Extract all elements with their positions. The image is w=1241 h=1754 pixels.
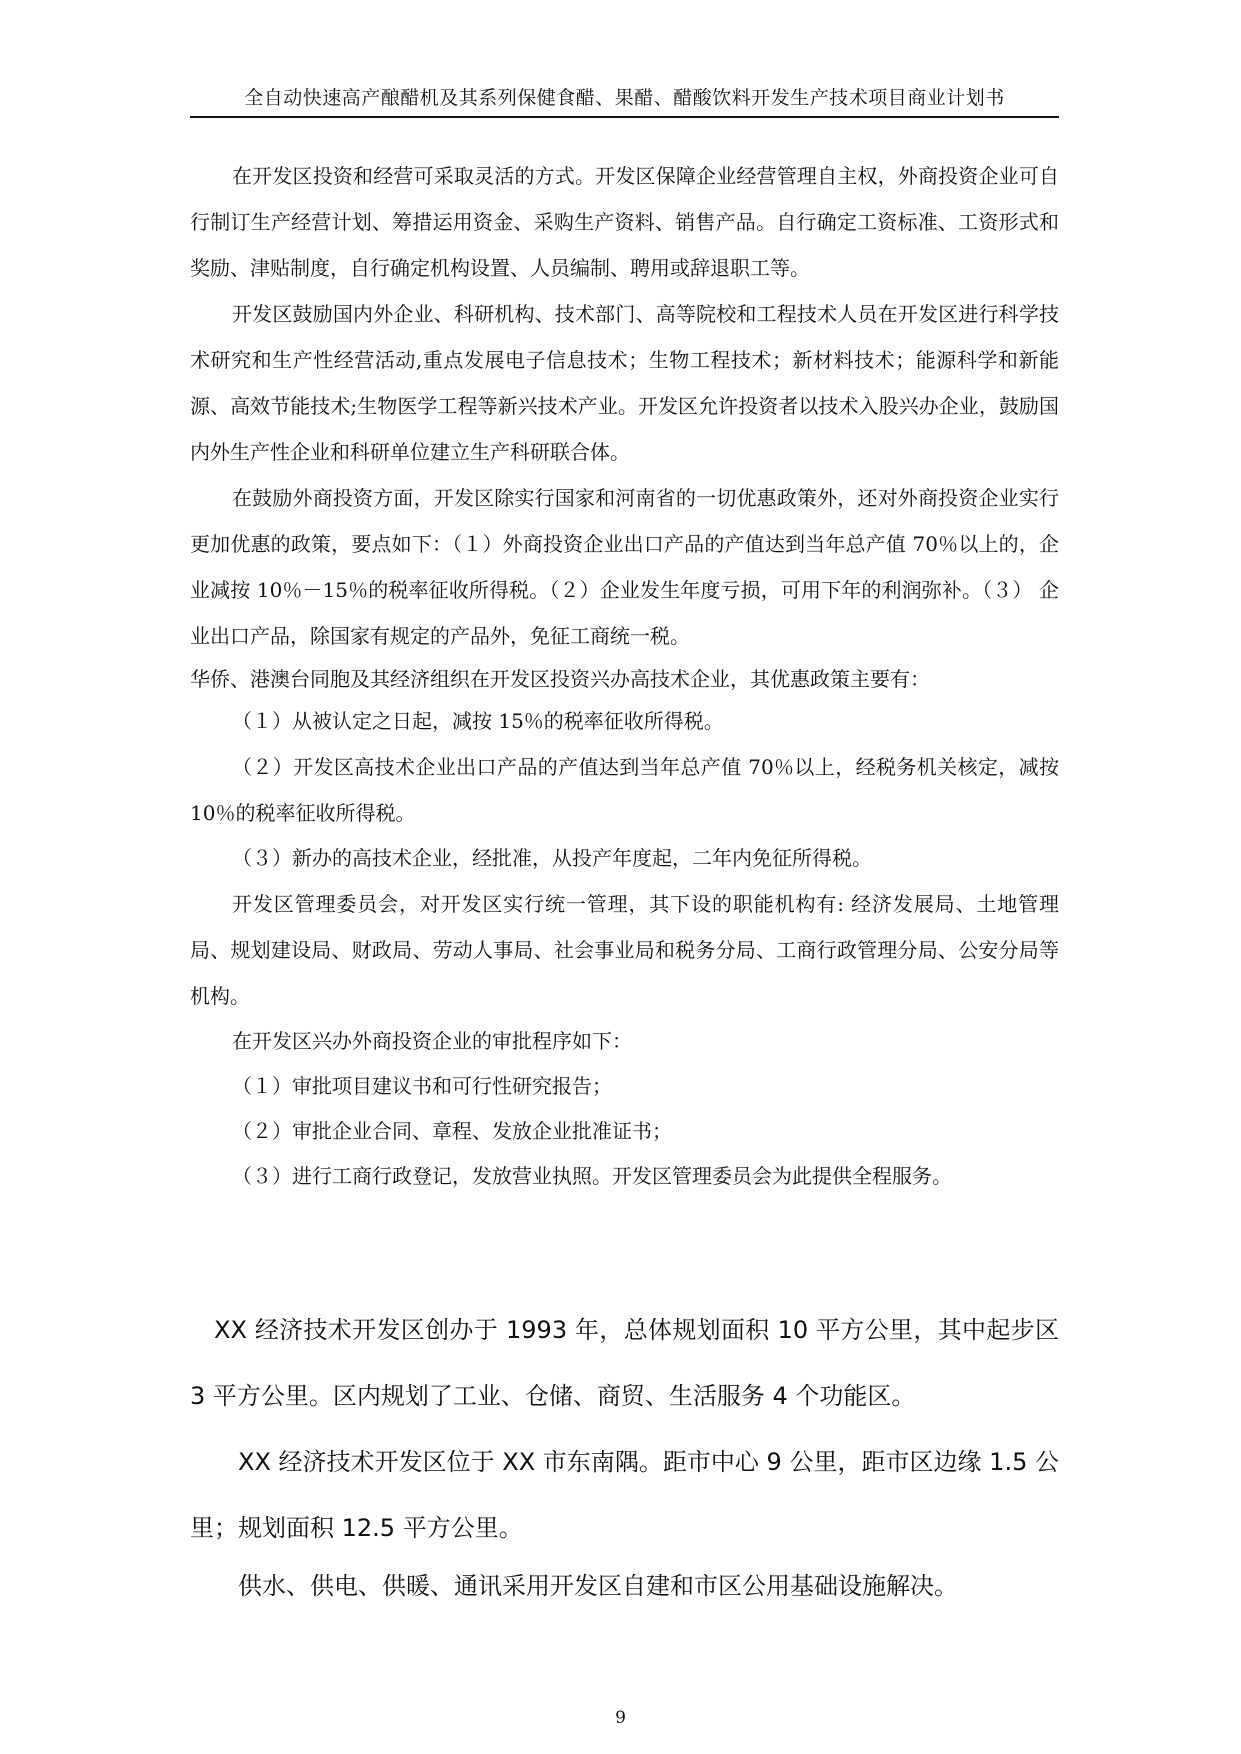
document-body [190,153,1059,1199]
running-header: 全自动快速高产酿醋机及其系列保健食醋、果醋、醋酸饮料开发生产技术项目商业计划书 [244,87,1005,109]
approval-item: （３）进行工商行政登记，发放营业执照。开发区管理委员会为此提供全程服务。 [232,1164,952,1188]
paragraph-encouraged-industries: 开发区鼓励国内外企业、科研机构、技术部门、高等院校和工程技术人员在开发区进行科学技术研究和生产性经营活动,重点发展电子信息技术；生物工程技术；新材料技术；能源科学和新能源、高效节能技术;生物医学工程等新兴技术产业。开发区允许投资者以技术入股兴办企业，鼓励国内外生产性企业和科研单位建立生产科研联合体。 [190,302,1059,464]
paragraph-zone-location: XX 经济技术开发区位于 XX 市东南隅。距市中心 9 公里，距市区边缘 1.5 公里；规划面积 12.5 平方公里。 [190,1448,1059,1542]
paragraph-zone-founding: XX 经济技术开发区创办于 1993 年，总体规划面积 10 平方公里，其中起步区 3 平方公里。区内规划了工业、仓储、商贸、生活服务 4 个功能区。 [190,1316,1059,1410]
preferential-item: （２）开发区高技术企业出口产品的产值达到当年总产值 70％以上，经税务机关核定，减按 10％的税率征收所得税。 [190,755,1059,825]
paragraph-overseas-chinese-policy: 华侨、港澳台同胞及其经济组织在开发区投资兴办高技术企业，其优惠政策主要有： [190,667,930,691]
approval-intro: 在开发区兴办外商投资企业的审批程序如下： [232,1029,632,1053]
paragraph-foreign-investment-policy: 在鼓励外商投资方面，开发区除实行国家和河南省的一切优惠政策外，还对外商投资企业实行更加优惠的政策，要点如下：（１）外商投资企业出口产品的产值达到当年总产值 70％以上的，企业减按 10％－15％的税率征收所得税。（２）企业发生年度亏损，可用下年的利润弥补。（３） 企业出口产品，除国家有规定的产品外，免征工商统一税。 [190,486,1059,648]
paragraph-investment-flexibility: 在开发区投资和经营可采取灵活的方式。开发区保障企业经营管理自主权，外商投资企业可自行制订生产经营计划、筹措运用资金、采购生产资料、销售产品。自行确定工资标准、工资形式和奖励、津贴制度，自行确定机构设置、人员编制、聘用或辞退职工等。 [190,164,1059,280]
preferential-item: （３）新办的高技术企业，经批准，从投产年度起，二年内免征所得税。 [232,846,872,870]
page-number: 9 [615,1708,626,1728]
zone-overview [190,1297,1059,1611]
approval-item: （２）审批企业合同、章程、发放企业批准证书； [232,1119,672,1143]
approval-item: （１）审批项目建议书和可行性研究报告； [232,1074,612,1098]
paragraph-zone-utilities: 供水、供电、供暖、通讯采用开发区自建和市区公用基础设施解决。 [238,1572,958,1600]
preferential-item: （１）从被认定之日起，减按 15％的税率征收所得税。 [232,709,724,733]
paragraph-management-committee: 开发区管理委员会，对开发区实行统一管理，其下设的职能机构有: 经济发展局、土地管理局、规划建设局、财政局、劳动人事局、社会事业局和税务分局、工商行政管理分局、公安分局等机构。 [190,892,1059,1008]
header-rule [190,116,1059,118]
